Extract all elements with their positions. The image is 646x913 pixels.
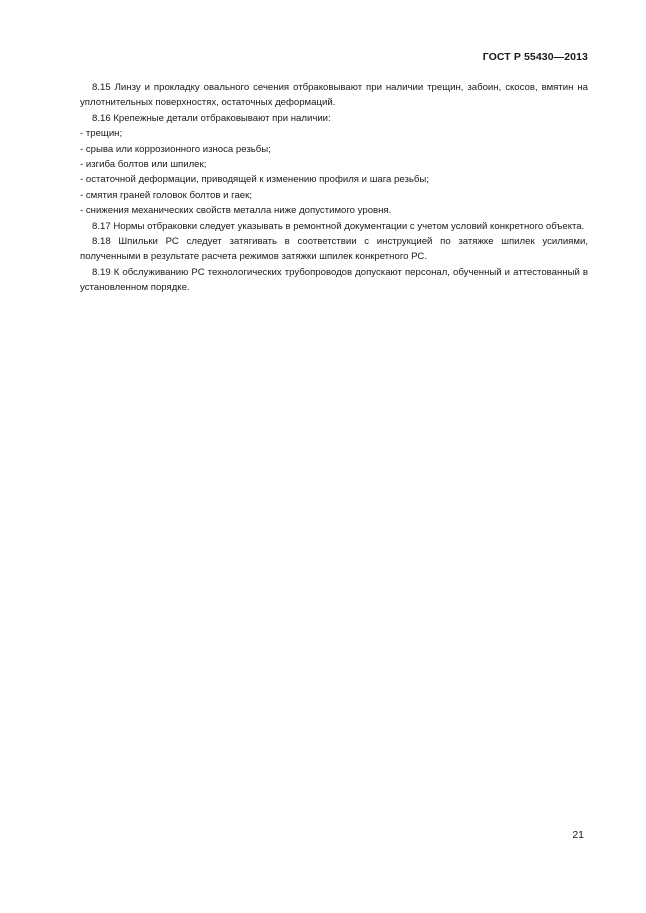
paragraph-8-15: 8.15 Линзу и прокладку овального сечения отбраковывают при наличии трещин, забоин, скосов, вмятин на уплотнительных поверхностях, остаточных деформаций. <box>80 82 588 109</box>
page-number: 21 <box>572 829 584 841</box>
document-code: ГОСТ Р 55430—2013 <box>482 51 588 63</box>
list-item: - смятия граней головок болтов и гаек; <box>80 189 252 201</box>
paragraph-8-16: 8.16 Крепежные детали отбраковывают при наличии: <box>92 112 331 124</box>
paragraph-8-19: 8.19 К обслуживанию РС технологических трубопроводов допускают персонал, обученный и аттестованный в установленном порядке. <box>80 266 588 294</box>
list-item: - трещин; <box>80 128 123 140</box>
list-item: - изгиба болтов или шпилек; <box>80 159 207 171</box>
document-body <box>80 80 588 296</box>
list-item: - остаточной деформации, приводящей к изменению профиля и шага резьбы; <box>80 174 429 186</box>
paragraph-8-17: 8.17 Нормы отбраковки следует указывать в ремонтной документации с учетом условий конкретного объекта. <box>92 220 585 232</box>
list-item: - снижения механических свойств металла ниже допустимого уровня. <box>80 205 392 217</box>
list-item: - срыва или коррозионного износа резьбы; <box>80 143 271 155</box>
paragraph-8-18: 8.18 Шпильки РС следует затягивать в соответствии с инструкцией по затяжке шпилек усилиями, полученными в результате расчета режимов затяжки шпилек конкретного РС. <box>80 236 588 263</box>
